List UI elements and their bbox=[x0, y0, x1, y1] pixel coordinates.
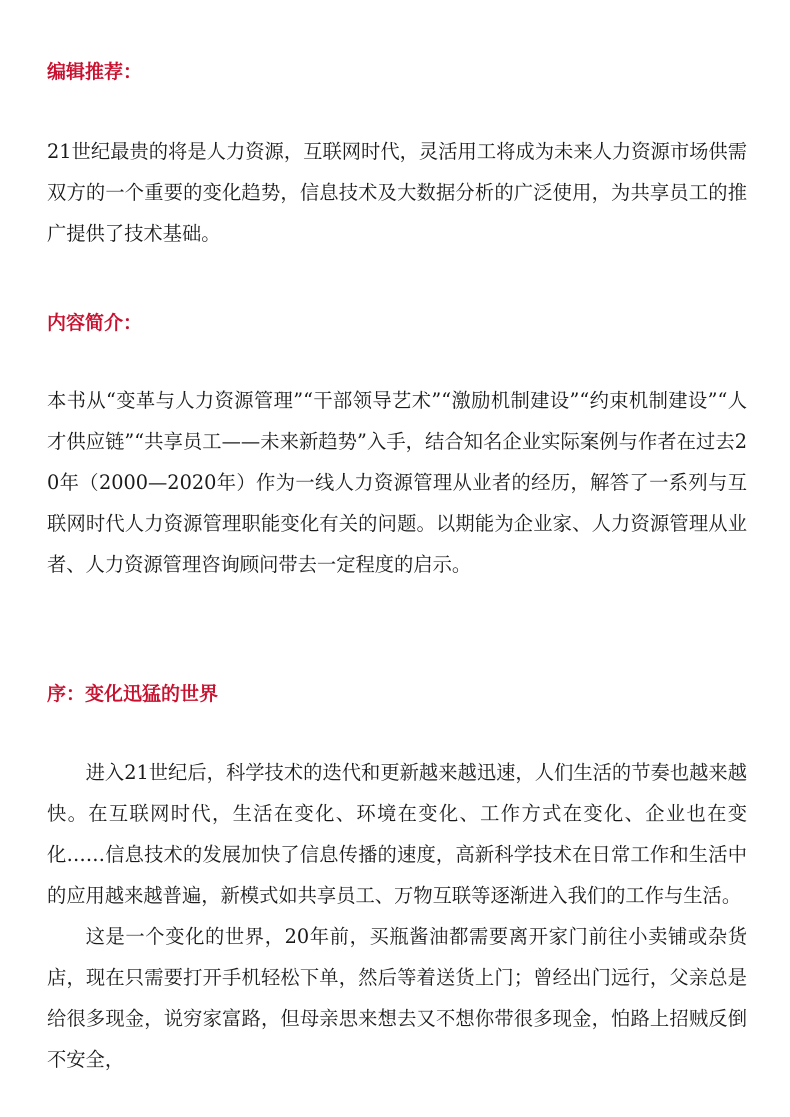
preface-paragraph-1: 进入21世纪后，科学技术的迭代和更新越来越迅速，人们生活的节奏也越来越快。在互联网时代，生活在变化、环境在变化、工作方式在变化、企业也在变化……信息技术的发展加快了信息传播的速度，高新科学技术在日常工作和生活中的应用越来越普遍，新模式如共享员工、万物互联等逐渐进入我们的工作与生活。 bbox=[47, 761, 747, 907]
preface-heading: 序：变化迅猛的世界 bbox=[47, 683, 219, 705]
content-intro-text: 本书从“变革与人力资源管理”“干部领导艺术”“激励机制建设”“约束机制建设”“人才供应链”“共享员工——未来新趋势”入手，结合知名企业实际案例与作者在过去20年（2000—2020年）作为一线人力资源管理从业者的经历，解答了一系列与互联网时代人力资源管理职能变化有关的问题。以期能为企业家、人力资源管理从业者、人力资源管理咨询顾问带去一定程度的启示。 bbox=[47, 389, 747, 576]
preface-paragraph-2: 这是一个变化的世界，20年前，买瓶酱油都需要离开家门前往小卖铺或杂货店，现在只需要打开手机轻松下单，然后等着送货上门；曾经出门远行，父亲总是给很多现金，说穷家富路，但母亲思来想去又不想你带很多现金，怕路上招贼反倒不安全， bbox=[47, 925, 747, 1071]
editor-recommendation-text: 21世纪最贵的将是人力资源，互联网时代，灵活用工将成为未来人力资源市场供需双方的一个重要的变化趋势，信息技术及大数据分析的广泛使用，为共享员工的推广提供了技术基础。 bbox=[47, 140, 747, 245]
editor-recommendation-heading: 编辑推荐： bbox=[47, 61, 143, 83]
content-intro-heading: 内容简介： bbox=[47, 312, 143, 334]
